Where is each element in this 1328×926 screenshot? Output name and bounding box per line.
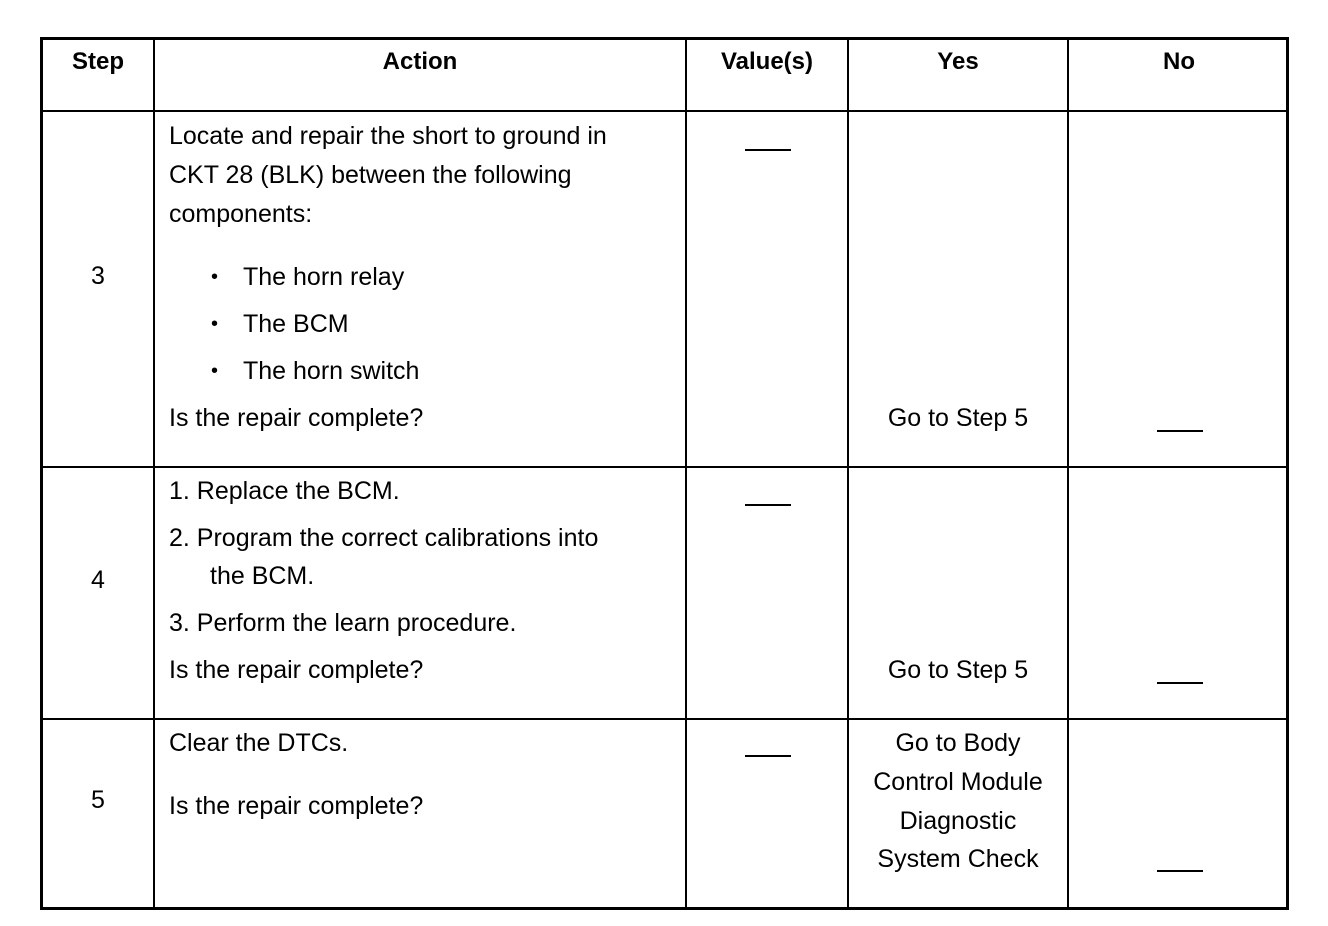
action-question: Is the repair complete? bbox=[169, 656, 424, 684]
row-divider bbox=[43, 110, 1286, 112]
action-step: 3. Perform the learn procedure. bbox=[169, 609, 517, 637]
header-values: Value(s) bbox=[720, 48, 814, 75]
bullet-icon: • bbox=[211, 360, 219, 382]
action-text: CKT 28 (BLK) between the following bbox=[169, 161, 572, 189]
row-divider bbox=[43, 718, 1286, 720]
column-divider bbox=[1067, 40, 1069, 907]
yes-outcome-line: System Check bbox=[877, 845, 1039, 873]
column-divider bbox=[153, 40, 155, 907]
bullet-icon: • bbox=[211, 266, 219, 288]
column-divider bbox=[685, 40, 687, 907]
action-question: Is the repair complete? bbox=[169, 792, 424, 820]
yes-outcome-line: Diagnostic bbox=[899, 807, 1017, 835]
header-no: No bbox=[1163, 48, 1195, 75]
step-number: 3 bbox=[91, 262, 105, 290]
no-empty-dash bbox=[1157, 682, 1203, 684]
value-empty-dash bbox=[745, 755, 791, 757]
row-divider bbox=[43, 466, 1286, 468]
value-empty-dash bbox=[745, 149, 791, 151]
action-step: 1. Replace the BCM. bbox=[169, 477, 400, 505]
action-question: Is the repair complete? bbox=[169, 404, 424, 432]
action-step: 2. Program the correct calibrations into bbox=[169, 524, 599, 552]
action-text: Locate and repair the short to ground in bbox=[169, 122, 607, 150]
header-action: Action bbox=[382, 48, 458, 75]
yes-outcome: Go to Step 5 bbox=[887, 656, 1029, 684]
yes-outcome: Go to Step 5 bbox=[887, 404, 1029, 432]
step-number: 4 bbox=[91, 566, 105, 594]
step-number: 5 bbox=[91, 786, 105, 814]
action-step-continued: the BCM. bbox=[210, 562, 315, 590]
bullet-item: The horn switch bbox=[243, 357, 420, 385]
no-empty-dash bbox=[1157, 430, 1203, 432]
yes-outcome-line: Control Module bbox=[873, 768, 1043, 796]
bullet-icon: • bbox=[211, 313, 219, 335]
value-empty-dash bbox=[745, 504, 791, 506]
no-empty-dash bbox=[1157, 870, 1203, 872]
yes-outcome-line: Go to Body bbox=[895, 729, 1021, 757]
bullet-item: The BCM bbox=[243, 310, 349, 338]
action-text: components: bbox=[169, 200, 313, 228]
diagnostic-table bbox=[40, 37, 1289, 910]
header-step: Step bbox=[71, 48, 124, 75]
action-step: Clear the DTCs. bbox=[169, 729, 349, 757]
bullet-item: The horn relay bbox=[243, 263, 405, 291]
header-yes: Yes bbox=[937, 48, 979, 75]
